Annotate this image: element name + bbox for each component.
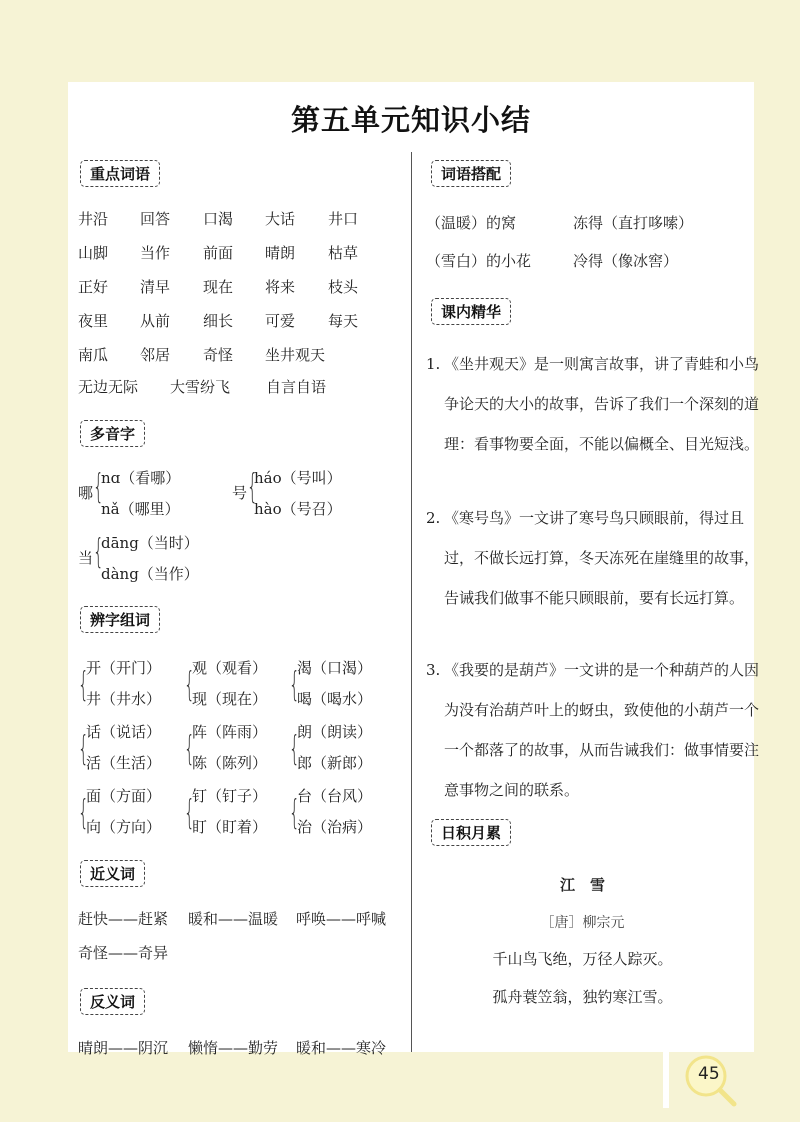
word: 奇怪 <box>203 346 234 364</box>
poem-block <box>411 82 754 1052</box>
poem-line: 孤舟蓑笠翁，独钓寒江雪。 <box>492 988 673 1006</box>
word: 夜里 <box>78 312 109 330</box>
word: 山脚 <box>78 244 109 262</box>
polyphone-char: 哪 <box>78 484 94 502</box>
highlight-number: 3. <box>426 661 441 679</box>
section-accumulate-badge: 日积月累 <box>431 819 511 846</box>
char-word: 现（现在） <box>192 690 268 708</box>
polyphone-reading: nɑ（看哪） <box>101 469 181 487</box>
highlight-text: 《寒号鸟》一文讲了寒号鸟只顾眼前，得过且过，不做长远打算，冬天冻死在崖缝里的故事，告诫我们做事不能只顾眼前，要有长远打算。 <box>444 509 760 607</box>
polyphone-reading: háo（号叫） <box>254 469 342 487</box>
word: 井口 <box>328 210 359 228</box>
collocation-item: 冻得（直打哆嗦） <box>573 214 694 232</box>
word: 正好 <box>78 278 109 296</box>
synonym-pair: 赶快——赶紧 <box>78 910 169 928</box>
collocation-item: （温暖）的窝 <box>426 214 517 232</box>
synonym-pair: 奇怪——奇异 <box>78 944 169 962</box>
char-word: 陈（陈列） <box>192 754 268 772</box>
word: 从前 <box>140 312 171 330</box>
char-word: 面（方面） <box>86 787 162 805</box>
section-antonyms-badge: 反义词 <box>80 988 145 1015</box>
word: 南瓜 <box>78 346 109 364</box>
highlight-text: 《坐井观天》是一则寓言故事，讲了青蛙和小鸟争论天的大小的故事，告诉了我们一个深刻的道理：看事物要全面，不能以偏概全、目光短浅。 <box>444 355 760 453</box>
char-word: 观（观看） <box>192 659 268 677</box>
antonym-pair: 暖和——寒冷 <box>296 1039 387 1057</box>
highlight-number: 2. <box>426 509 441 527</box>
word: 井沿 <box>78 210 109 228</box>
brace-icon: { <box>184 729 195 769</box>
word: 细长 <box>203 312 234 330</box>
word: 晴朗 <box>265 244 296 262</box>
content-sheet <box>68 82 760 1057</box>
char-word: 郎（新郎） <box>297 754 373 772</box>
poem-author: ［唐］柳宗元 <box>540 915 625 931</box>
word: 前面 <box>203 244 234 262</box>
brace-icon: { <box>93 532 104 572</box>
polyphone-reading: nǎ（哪里） <box>101 500 180 518</box>
page-number: 45 <box>698 1064 720 1084</box>
word: 每天 <box>328 312 359 330</box>
char-word: 向（方向） <box>86 818 162 836</box>
antonym-pair: 懒惰——勤劳 <box>188 1039 279 1057</box>
word: 回答 <box>140 210 171 228</box>
brace-icon: { <box>289 793 300 833</box>
char-word: 朗（朗读） <box>297 723 373 741</box>
word: 自言自语 <box>266 378 327 396</box>
brace-icon: { <box>78 793 89 833</box>
word: 邻居 <box>140 346 171 364</box>
highlight-text: 《我要的是葫芦》一文讲的是一个种葫芦的人因为没有治葫芦叶上的蚜虫，致使他的小葫芦一个一个都落了的故事，从而告诫我们：做事情要注意事物之间的联系。 <box>444 661 760 799</box>
polyphone-char: 当 <box>78 549 94 567</box>
brace-icon: { <box>247 467 258 507</box>
polyphone-reading: dāng（当时） <box>101 534 199 552</box>
char-word: 治（治病） <box>297 818 373 836</box>
section-key-words-badge: 重点词语 <box>80 160 160 187</box>
char-word: 渴（口渴） <box>297 659 373 677</box>
char-word: 台（台风） <box>297 787 373 805</box>
polyphone-reading: dàng（当作） <box>101 565 199 583</box>
brace-icon: { <box>78 729 89 769</box>
word: 坐井观天 <box>265 346 326 364</box>
word: 可爱 <box>265 312 296 330</box>
char-word: 喝（喝水） <box>297 690 373 708</box>
section-highlights-badge: 课内精华 <box>431 298 511 325</box>
word: 枝头 <box>328 278 359 296</box>
char-word: 阵（阵雨） <box>192 723 268 741</box>
collocation-item: （雪白）的小花 <box>426 252 532 270</box>
char-word: 井（井水） <box>86 690 162 708</box>
polyphone-char: 号 <box>232 484 248 502</box>
brace-icon: { <box>289 665 300 705</box>
char-word: 开（开门） <box>86 659 162 677</box>
brace-icon: { <box>289 729 300 769</box>
poem-line: 千山鸟飞绝，万径人踪灭。 <box>492 950 673 968</box>
highlight-number: 1. <box>426 355 441 373</box>
brace-icon: { <box>78 665 89 705</box>
word: 当作 <box>140 244 171 262</box>
collocation-item: 冷得（像冰窖） <box>573 252 679 270</box>
char-word: 钉（钉子） <box>192 787 268 805</box>
word: 清早 <box>140 278 171 296</box>
section-distinguish-badge: 辨字组词 <box>80 606 160 633</box>
brace-icon: { <box>184 665 195 705</box>
word: 将来 <box>265 278 296 296</box>
word: 大雪纷飞 <box>170 378 231 396</box>
synonym-pair: 呼唤——呼喊 <box>296 910 387 928</box>
page-title: 第五单元知识小结 <box>290 103 531 137</box>
char-word: 话（说话） <box>86 723 162 741</box>
poem-title: 江 雪 <box>559 876 605 894</box>
section-polyphone-badge: 多音字 <box>80 420 145 447</box>
brace-icon: { <box>184 793 195 833</box>
antonym-pair: 晴朗——阴沉 <box>78 1039 169 1057</box>
word: 现在 <box>203 278 234 296</box>
word: 大话 <box>265 210 296 228</box>
synonym-pair: 暖和——温暖 <box>188 910 279 928</box>
word: 枯草 <box>328 244 359 262</box>
brace-icon: { <box>93 467 104 507</box>
word: 无边无际 <box>78 378 139 396</box>
word: 口渴 <box>203 210 234 228</box>
char-word: 活（生活） <box>86 754 162 772</box>
char-word: 盯（盯着） <box>192 818 268 836</box>
section-synonyms-badge: 近义词 <box>80 860 145 887</box>
polyphone-reading: hào（号召） <box>254 500 342 518</box>
section-collocation-badge: 词语搭配 <box>431 160 511 187</box>
